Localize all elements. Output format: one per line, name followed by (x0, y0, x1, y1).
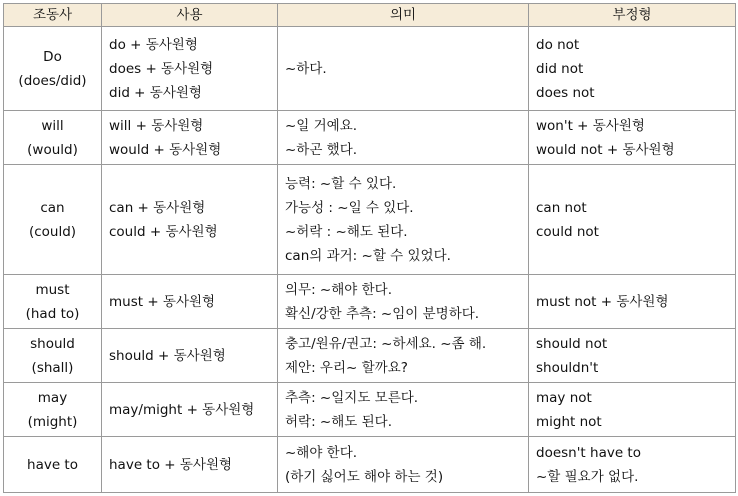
negative-line: doesn't have to (536, 444, 641, 461)
meaning-line: 가능성 : ~일 수 있다. (285, 199, 414, 216)
meaning-line: ~하곤 했다. (285, 141, 358, 158)
negative-line: would not + 동사원형 (536, 141, 675, 158)
meaning-line: 추측: ~일지도 모른다. (285, 389, 419, 406)
negative-cell (529, 383, 736, 437)
aux-name: can (40, 199, 65, 216)
table-row (4, 437, 736, 493)
meaning-cell (278, 165, 529, 275)
aux-cell (4, 329, 102, 383)
meaning-line: 허락: ~해도 된다. (285, 413, 392, 430)
usage-line: may/might + 동사원형 (109, 401, 255, 418)
meaning-line: ~하다. (285, 60, 327, 77)
modal-verbs-table (3, 3, 736, 493)
table-row (4, 111, 736, 165)
usage-line: should + 동사원형 (109, 347, 226, 364)
header-meaning: 의미 (278, 4, 529, 27)
negative-line: ~할 필요가 없다. (536, 468, 639, 485)
usage-cell (102, 165, 278, 275)
meaning-line: 의무: ~해야 한다. (285, 281, 392, 298)
header-row (4, 4, 736, 27)
usage-line: does + 동사원형 (109, 60, 214, 77)
negative-line: did not (536, 60, 584, 77)
table-row (4, 27, 736, 111)
negative-cell (529, 27, 736, 111)
header-aux: 조동사 (4, 4, 102, 27)
aux-name: have to (27, 456, 78, 473)
negative-line: do not (536, 36, 580, 53)
negative-line: must not + 동사원형 (536, 293, 669, 310)
usage-cell (102, 437, 278, 493)
usage-cell (102, 329, 278, 383)
table-row (4, 165, 736, 275)
usage-line: can + 동사원형 (109, 199, 206, 216)
usage-line: do + 동사원형 (109, 36, 198, 53)
meaning-line: 능력: ~할 수 있다. (285, 175, 397, 192)
meaning-line: can의 과거: ~할 수 있었다. (285, 247, 451, 264)
usage-line: will + 동사원형 (109, 117, 204, 134)
meaning-cell (278, 27, 529, 111)
header-negative: 부정형 (529, 4, 736, 27)
meaning-line: ~허락 : ~해도 된다. (285, 223, 408, 240)
negative-cell (529, 437, 736, 493)
aux-cell (4, 111, 102, 165)
header-usage: 사용 (102, 4, 278, 27)
usage-cell (102, 275, 278, 329)
negative-cell (529, 329, 736, 383)
negative-line: might not (536, 413, 602, 430)
negative-line: should not (536, 335, 608, 352)
negative-cell (529, 165, 736, 275)
negative-cell (529, 275, 736, 329)
table-row (4, 383, 736, 437)
meaning-line: ~해야 한다. (285, 444, 358, 461)
negative-line: may not (536, 389, 592, 406)
aux-past: (does/did) (18, 72, 87, 89)
negative-cell (529, 111, 736, 165)
aux-name: will (41, 117, 64, 134)
negative-line: can not (536, 199, 587, 216)
aux-name: may (37, 389, 68, 406)
meaning-line: 충고/원유/권고: ~하세요. ~좀 해. (285, 335, 487, 352)
meaning-cell (278, 383, 529, 437)
meaning-cell (278, 111, 529, 165)
aux-past: (would) (27, 141, 78, 158)
usage-line: could + 동사원형 (109, 223, 218, 240)
aux-cell (4, 27, 102, 111)
negative-line: could not (536, 223, 599, 240)
usage-line: would + 동사원형 (109, 141, 222, 158)
negative-line: shouldn't (536, 359, 599, 376)
usage-line: have to + 동사원형 (109, 456, 233, 473)
usage-cell (102, 383, 278, 437)
aux-name: must (35, 281, 70, 298)
table-row (4, 275, 736, 329)
usage-cell (102, 111, 278, 165)
usage-cell (102, 27, 278, 111)
meaning-cell (278, 437, 529, 493)
aux-past: (had to) (25, 305, 80, 322)
aux-past: (might) (27, 413, 78, 430)
aux-past: (shall) (31, 359, 74, 376)
meaning-line: 확신/강한 추측: ~임이 분명하다. (285, 305, 480, 322)
aux-past: (could) (28, 223, 77, 240)
usage-line: must + 동사원형 (109, 293, 216, 310)
table-row (4, 329, 736, 383)
aux-cell (4, 275, 102, 329)
aux-cell (4, 437, 102, 493)
aux-cell (4, 383, 102, 437)
aux-name: should (30, 335, 75, 352)
meaning-cell (278, 275, 529, 329)
negative-line: won't + 동사원형 (536, 117, 645, 134)
aux-name: Do (43, 48, 62, 65)
meaning-cell (278, 329, 529, 383)
usage-line: did + 동사원형 (109, 84, 202, 101)
aux-cell (4, 165, 102, 275)
negative-line: does not (536, 84, 595, 101)
meaning-line: (하기 싫어도 해야 하는 것) (285, 468, 444, 485)
meaning-line: 제안: 우리~ 할까요? (285, 359, 408, 376)
meaning-line: ~일 거예요. (285, 117, 358, 134)
